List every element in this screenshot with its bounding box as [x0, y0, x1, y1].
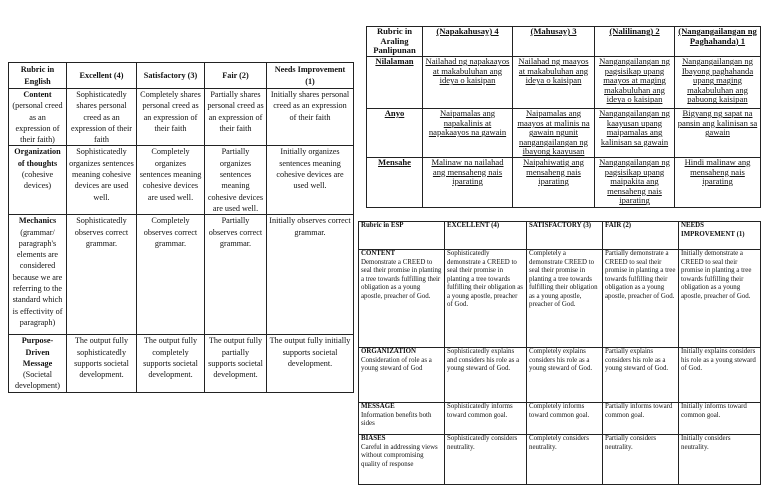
criterion-cell: Mensahe [367, 157, 423, 207]
criterion-description: Demonstrate a CREED to seal their promise in planting a tree towards fulfilling their obligation as a young apostle, preacher of God. [361, 258, 442, 300]
table-header-row [359, 222, 761, 250]
rubric-cell: Nailahad ng maayos at makabuluhan ang ideya o kaisipan [513, 57, 595, 109]
rubric-cell: Hindi malinaw ang mensaheng nais iparating [675, 157, 761, 207]
table-row [9, 89, 354, 146]
column-header: (Napakahusay) 4 [423, 27, 513, 57]
rubric-cell: Initially explains considers his role as a young steward of God. [679, 348, 761, 403]
rubric-cell: Sophisticatedly demonstrate a CREED to seal their promise in planting a tree towards fulfilling their obligation as a young apostle, preacher of God. [445, 250, 527, 348]
criterion-description: (grammar/ paragraph's elements are considered because we are referring to the standard which is effectivity of paragraph) [12, 227, 63, 327]
rubric-cell: Completely informs toward common goal. [527, 403, 603, 435]
table-row [359, 435, 761, 485]
rubric-cell: Initially shares personal creed as an expression of their faith [267, 89, 354, 146]
criterion-cell [9, 89, 67, 146]
rubric-cell: Partially observes correct grammar. [205, 215, 267, 335]
rubric-cell: Partially demonstrate a CREED to seal their promise in planting a tree towards fulfilling their obligation as a young apostle, preacher of God. [603, 250, 679, 348]
rubric-cell: The output fully sophisticatedly supports societal development. [67, 335, 137, 392]
rubric-cell: Partially shares personal creed as an expression of their faith [205, 89, 267, 146]
table-row [367, 109, 761, 158]
column-header: NEEDS IMPROVEMENT (1) [679, 222, 761, 250]
table-row [359, 403, 761, 435]
criterion-title: BIASES [361, 435, 386, 442]
rubric-cell: Initially informs toward common goal. [679, 403, 761, 435]
rubric-cell: Sophisticatedly organizes sentences meaning cohesive devices are used well. [67, 146, 137, 215]
criterion-title: MESSAGE [361, 403, 395, 410]
column-header: (Nalilinang) 2 [595, 27, 675, 57]
rubric-cell: Malinaw na nailahad ang mensaheng nais iparating [423, 157, 513, 207]
rubric-cell: Initially considers neutrality. [679, 435, 761, 485]
rubric-cell: The output fully initially supports societal development. [267, 335, 354, 392]
rubric-cell: Completely explains considers his role as a young steward of God. [527, 348, 603, 403]
rubric-cell: Nangangailangan ng Ibayong paghahanda upang maging makabuluhan ang pabuong kaisipan [675, 57, 761, 109]
rubric-cell: Completely organizes sentences meaning cohesive devices are used well. [137, 146, 205, 215]
rubric-cell: Partially considers neutrality. [603, 435, 679, 485]
rubric-cell: Naipahiwatig ang mensaheng nais iparating [513, 157, 595, 207]
table-row [9, 215, 354, 335]
table-header-row [367, 27, 761, 57]
rubric-cell: Completely a demonstrate CREED to seal their promise in planting a tree towards fulfilling their obligation as a young apostle, preacher of God. [527, 250, 603, 348]
column-header: Fair (2) [205, 63, 267, 89]
rubric-cell: Initially demonstrate a CREED to seal their promise in planting a tree towards fulfilling their obligation as a young apostle, preacher of God. [679, 250, 761, 348]
criterion-cell [359, 348, 445, 403]
esp-rubric-table [358, 221, 761, 485]
rubric-cell: Nangangailangan ng pagsisikap upang maayos at maging makabuluhan ang ideya o kaisipan [595, 57, 675, 109]
criterion-title: Content [23, 90, 52, 99]
table-row [367, 57, 761, 109]
column-header: (Nangangailangan ng Paghahanda) 1 [675, 27, 761, 57]
rubric-cell: Sophisticatedly explains and considers his role as a young steward of God. [445, 348, 527, 403]
criterion-description: (cohesive devices) [21, 170, 54, 191]
table-row [367, 157, 761, 207]
table-row [9, 335, 354, 392]
criterion-cell [9, 146, 67, 215]
criterion-title: Purpose-Driven Message [21, 336, 54, 368]
rubric-cell: Nangangailangan ng kaayusan upang maipamalas ang kalinisan sa gawain [595, 109, 675, 158]
rubric-cell: Completely considers neutrality. [527, 435, 603, 485]
criterion-title: Organization of thoughts [14, 147, 61, 168]
criterion-cell [359, 403, 445, 435]
column-header: Needs Improvement (1) [267, 63, 354, 89]
rubric-cell: Partially organizes sentences meaning cohesive devices are used well. [205, 146, 267, 215]
column-header: Rubric in Araling Panlipunan [367, 27, 423, 57]
rubric-cell: Initially organizes sentences meaning cohesive devices are used well. [267, 146, 354, 215]
rubric-cell: Completely observes correct grammar. [137, 215, 205, 335]
rubric-cell: Naipamalas ang maayos at malinis na gawain ngunit nangangailangan ng ibayong kaayusan [513, 109, 595, 158]
table-header-row [9, 63, 354, 89]
column-header: SATISFACTORY (3) [527, 222, 603, 250]
rubric-cell: Sophisticatedly observes correct grammar. [67, 215, 137, 335]
criterion-cell [359, 435, 445, 485]
rubric-cell: Partially explains considers his role as a young steward of God. [603, 348, 679, 403]
criterion-description: (personal creed as an expression of their faith) [12, 101, 63, 145]
criterion-description: Consideration of role as a young steward of God [361, 356, 432, 372]
criterion-cell [359, 250, 445, 348]
table-row [359, 250, 761, 348]
rubric-cell: Sophisticatedly considers neutrality. [445, 435, 527, 485]
column-header: (Mahusay) 3 [513, 27, 595, 57]
column-header: Satisfactory (3) [137, 63, 205, 89]
rubric-cell: The output fully completely supports societal development. [137, 335, 205, 392]
table-row [9, 146, 354, 215]
rubric-cell: Sophisticatedly informs toward common goal. [445, 403, 527, 435]
column-header: Rubric in ESP [359, 222, 445, 250]
rubric-cell: Partially informs toward common goal. [603, 403, 679, 435]
column-header: FAIR (2) [603, 222, 679, 250]
rubric-cell: Nailahad ng napakaayos at makabuluhan ang ideya o kaisipan [423, 57, 513, 109]
rubric-cell: The output fully partially supports societal development. [205, 335, 267, 392]
criterion-description: (Societal development) [14, 370, 60, 391]
rubric-cell: Sophisticatedly shares personal creed as an expression of their faith [67, 89, 137, 146]
english-rubric-table [8, 62, 354, 393]
column-header: Rubric in English [9, 63, 67, 89]
rubric-cell: Initially observes correct grammar. [267, 215, 354, 335]
criterion-cell: Anyo [367, 109, 423, 158]
rubric-cell: Naipamalas ang napakalinis at napakaayos na gawain [423, 109, 513, 158]
criterion-cell [9, 215, 67, 335]
rubric-cell: Bigyang ng sapat na pansin ang kalinisan sa gawain [675, 109, 761, 158]
criterion-title: CONTENT [361, 250, 396, 257]
column-header: Excellent (4) [67, 63, 137, 89]
criterion-title: Mechanics [18, 216, 57, 226]
criterion-description: Careful in addressing views without compromising quality of response [361, 443, 438, 468]
table-row [359, 348, 761, 403]
rubric-cell: Completely shares personal creed as an expression of their faith [137, 89, 205, 146]
criterion-cell: Nilalaman [367, 57, 423, 109]
araling-panlipunan-rubric-table [366, 26, 761, 208]
column-header: EXCELLENT (4) [445, 222, 527, 250]
rubric-cell: Nangangailangan ng pagsisikap upang maipakita ang mensaheng nais iparating [595, 157, 675, 207]
criterion-title: ORGANIZATION [361, 348, 417, 355]
criterion-cell [9, 335, 67, 392]
criterion-description: Information benefits both sides [361, 411, 432, 427]
